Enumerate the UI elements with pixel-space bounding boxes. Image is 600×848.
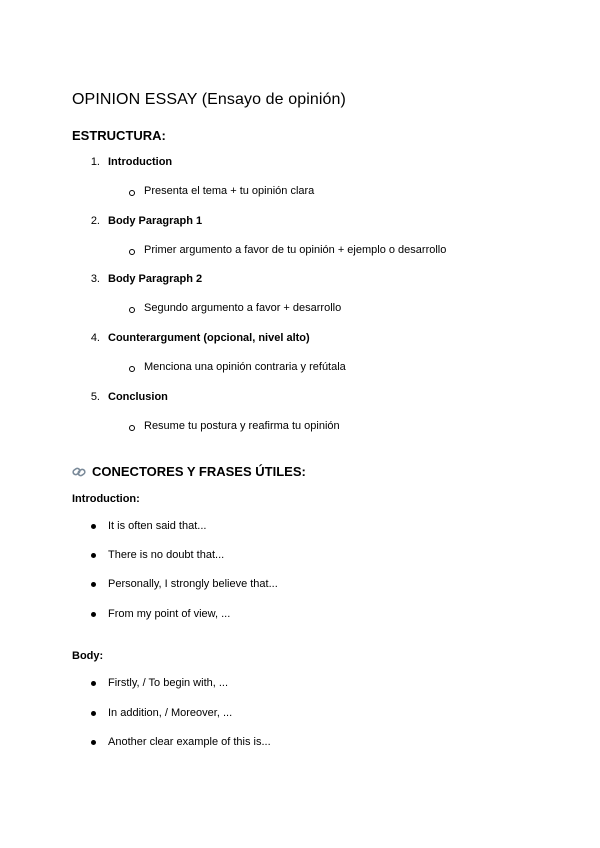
list-item: From my point of view, ... <box>108 608 231 620</box>
list-item: Another clear example of this is... <box>108 736 271 748</box>
list-item: In addition, / Moreover, ... <box>108 707 233 719</box>
circle-bullet-icon <box>129 249 135 255</box>
list-item-label: Body Paragraph 1 <box>108 215 203 227</box>
structure-heading: ESTRUCTURA: <box>72 128 166 143</box>
bullet-icon <box>91 681 96 686</box>
list-item-label: Counterargument (opcional, nivel alto) <box>108 332 310 344</box>
list-subitem: Primer argumento a favor de tu opinión + ejemplo o desarrollo <box>144 244 447 256</box>
list-subitem: Resume tu postura y reafirma tu opinión <box>144 420 340 432</box>
list-number: 5. <box>90 391 100 403</box>
circle-bullet-icon <box>129 307 135 313</box>
list-item-label: Introduction <box>108 156 173 168</box>
body-label: Body: <box>72 650 104 662</box>
list-item: It is often said that... <box>108 520 207 532</box>
circle-bullet-icon <box>129 190 135 196</box>
link-icon <box>72 466 86 478</box>
list-number: 2. <box>90 215 100 227</box>
circle-bullet-icon <box>129 425 135 431</box>
list-subitem: Menciona una opinión contraria y refútala <box>144 361 346 373</box>
bullet-icon <box>91 711 96 716</box>
list-item-label: Conclusion <box>108 391 168 403</box>
bullet-icon <box>91 740 96 745</box>
list-item: There is no doubt that... <box>108 549 225 561</box>
list-number: 3. <box>90 273 100 285</box>
list-subitem: Presenta el tema + tu opinión clara <box>144 185 315 197</box>
list-number: 1. <box>90 156 100 168</box>
list-item: Firstly, / To begin with, ... <box>108 677 229 689</box>
circle-bullet-icon <box>129 366 135 372</box>
bullet-icon <box>91 582 96 587</box>
bullet-icon <box>91 524 96 529</box>
list-item: Personally, I strongly believe that... <box>108 578 278 590</box>
list-subitem: Segundo argumento a favor + desarrollo <box>144 302 342 314</box>
bullet-icon <box>91 553 96 558</box>
document-title: OPINION ESSAY (Ensayo de opinión) <box>72 91 346 108</box>
bullet-icon <box>91 612 96 617</box>
list-number: 4. <box>90 332 100 344</box>
connectors-heading <box>72 464 306 479</box>
connectors-heading-text: CONECTORES Y FRASES ÚTILES: <box>92 464 306 479</box>
list-item-label: Body Paragraph 2 <box>108 273 203 285</box>
introduction-label: Introduction: <box>72 493 140 505</box>
